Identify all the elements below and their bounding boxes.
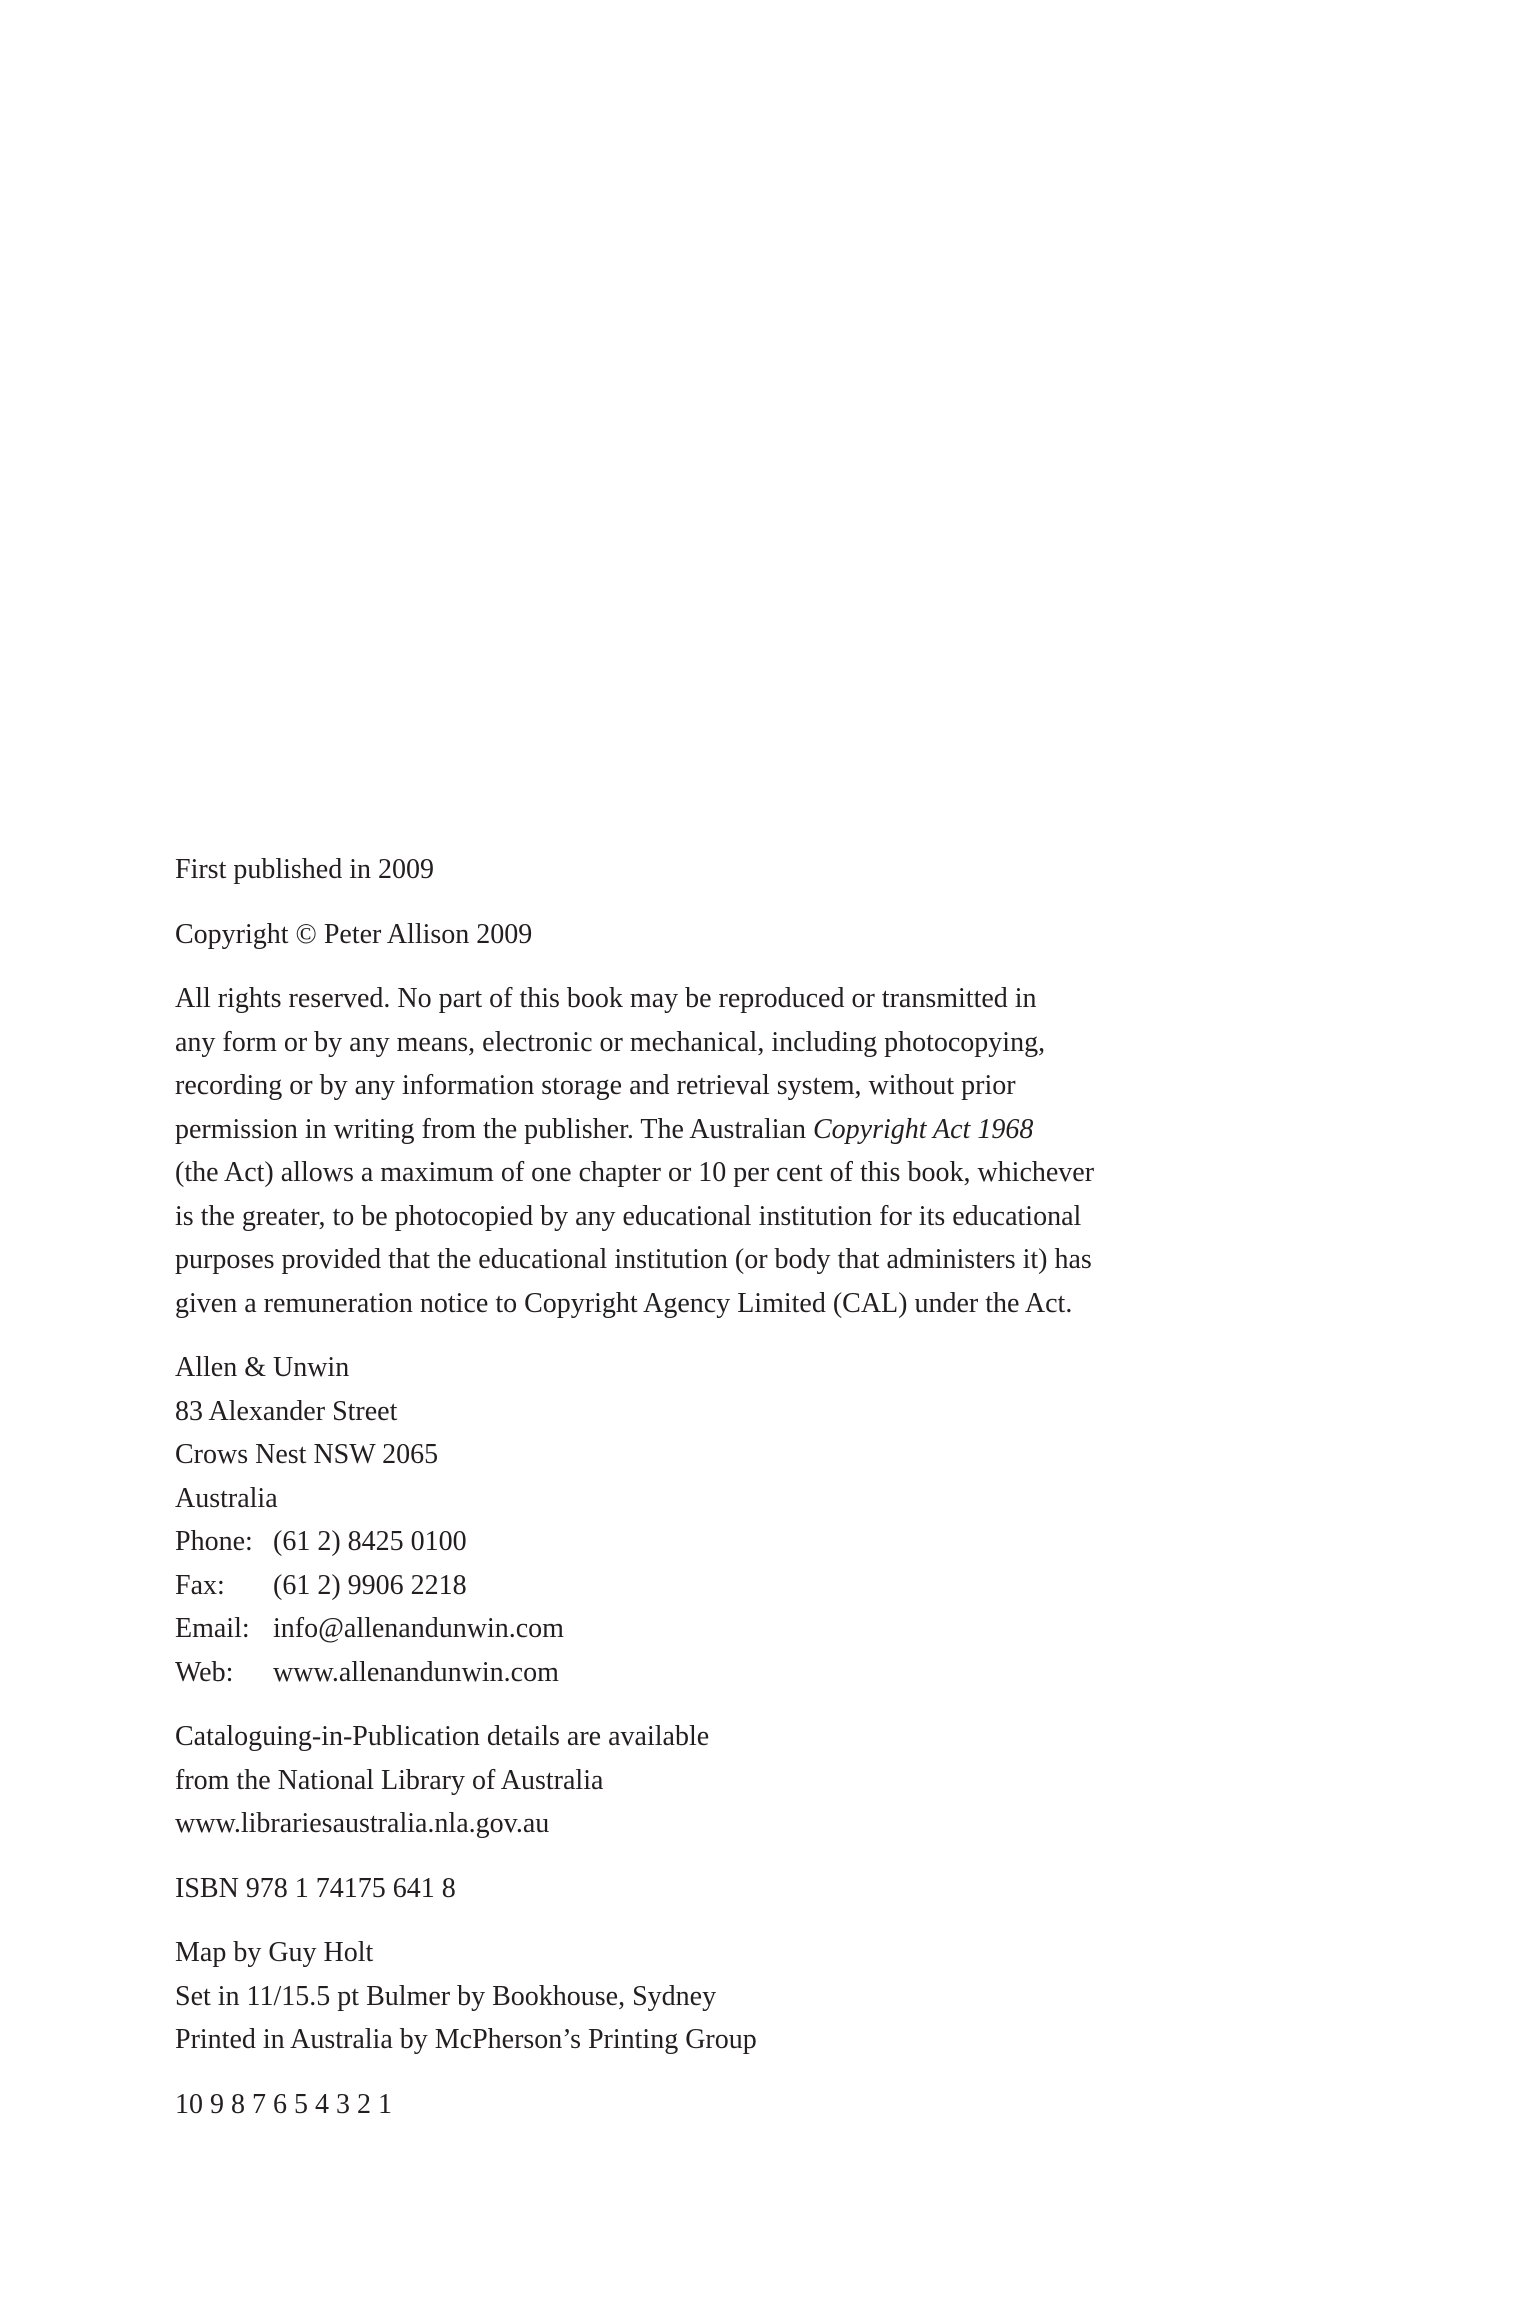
contact-email xyxy=(175,1607,1335,1651)
map-credit: Map by Guy Holt xyxy=(175,1937,374,1968)
production-credits xyxy=(175,1931,1335,2062)
contact-value: (61 2) 8425 0100 xyxy=(273,1526,467,1557)
cataloguing-line: Cataloguing-in-Publication details are available xyxy=(175,1721,710,1752)
printer-credit: Printed in Australia by McPherson’s Printing Group xyxy=(175,2024,757,2055)
publisher-city: Crows Nest NSW 2065 xyxy=(175,1439,439,1470)
copyright-content xyxy=(175,848,1335,2147)
rights-line: is the greater, to be photocopied by any educational institution for its educational xyxy=(175,1200,1082,1232)
contact-label: Fax: xyxy=(175,1569,225,1601)
rights-line-text: permission in writing from the publisher. The Australian xyxy=(175,1113,813,1145)
contact-phone xyxy=(175,1520,1335,1564)
publisher-address xyxy=(175,1346,1335,1694)
rights-line: recording or by any information storage and retrieval system, without prior xyxy=(175,1070,1016,1101)
rights-line: given a remuneration notice to Copyright Agency Limited (CAL) under the Act. xyxy=(175,1287,1073,1319)
publisher-street: 83 Alexander Street xyxy=(175,1395,398,1427)
copyright-notice: Copyright © Peter Allison 2009 xyxy=(175,918,533,950)
cataloguing-url: www.librariesaustralia.nla.gov.au xyxy=(175,1808,550,1839)
contact-label: Phone: xyxy=(175,1526,253,1557)
rights-line xyxy=(175,1108,1285,1152)
contact-label: Email: xyxy=(175,1613,250,1644)
typeset-credit: Set in 11/15.5 pt Bulmer by Bookhouse, Sydney xyxy=(175,1980,717,2012)
cataloguing-info xyxy=(175,1715,1335,1846)
rights-line: any form or by any means, electronic or mechanical, including photocopying, xyxy=(175,1026,1046,1058)
cataloguing-line: from the National Library of Australia xyxy=(175,1764,604,1796)
rights-line: purposes provided that the educational institution (or body that administers it) has xyxy=(175,1244,1092,1275)
first-published: First published in 2009 xyxy=(175,854,435,885)
act-title: Copyright Act 1968 xyxy=(812,1113,1034,1145)
publisher-country: Australia xyxy=(175,1482,278,1514)
rights-line: (the Act) allows a maximum of one chapter or 10 per cent of this book, whichever xyxy=(175,1157,1095,1188)
contact-fax xyxy=(175,1564,1335,1608)
contact-value: www.allenandunwin.com xyxy=(273,1656,559,1688)
rights-statement xyxy=(175,977,1285,1325)
publisher-name: Allen & Unwin xyxy=(175,1352,350,1383)
contact-web xyxy=(175,1651,1335,1695)
print-line: 10 9 8 7 6 5 4 3 2 1 xyxy=(175,2088,392,2120)
contact-value: info@allenandunwin.com xyxy=(273,1613,564,1644)
contact-label: Web: xyxy=(175,1656,234,1688)
contact-value: (61 2) 9906 2218 xyxy=(273,1569,467,1601)
rights-line: All rights reserved. No part of this book may be reproduced or transmitted in xyxy=(175,983,1037,1014)
isbn: ISBN 978 1 74175 641 8 xyxy=(175,1872,456,1904)
